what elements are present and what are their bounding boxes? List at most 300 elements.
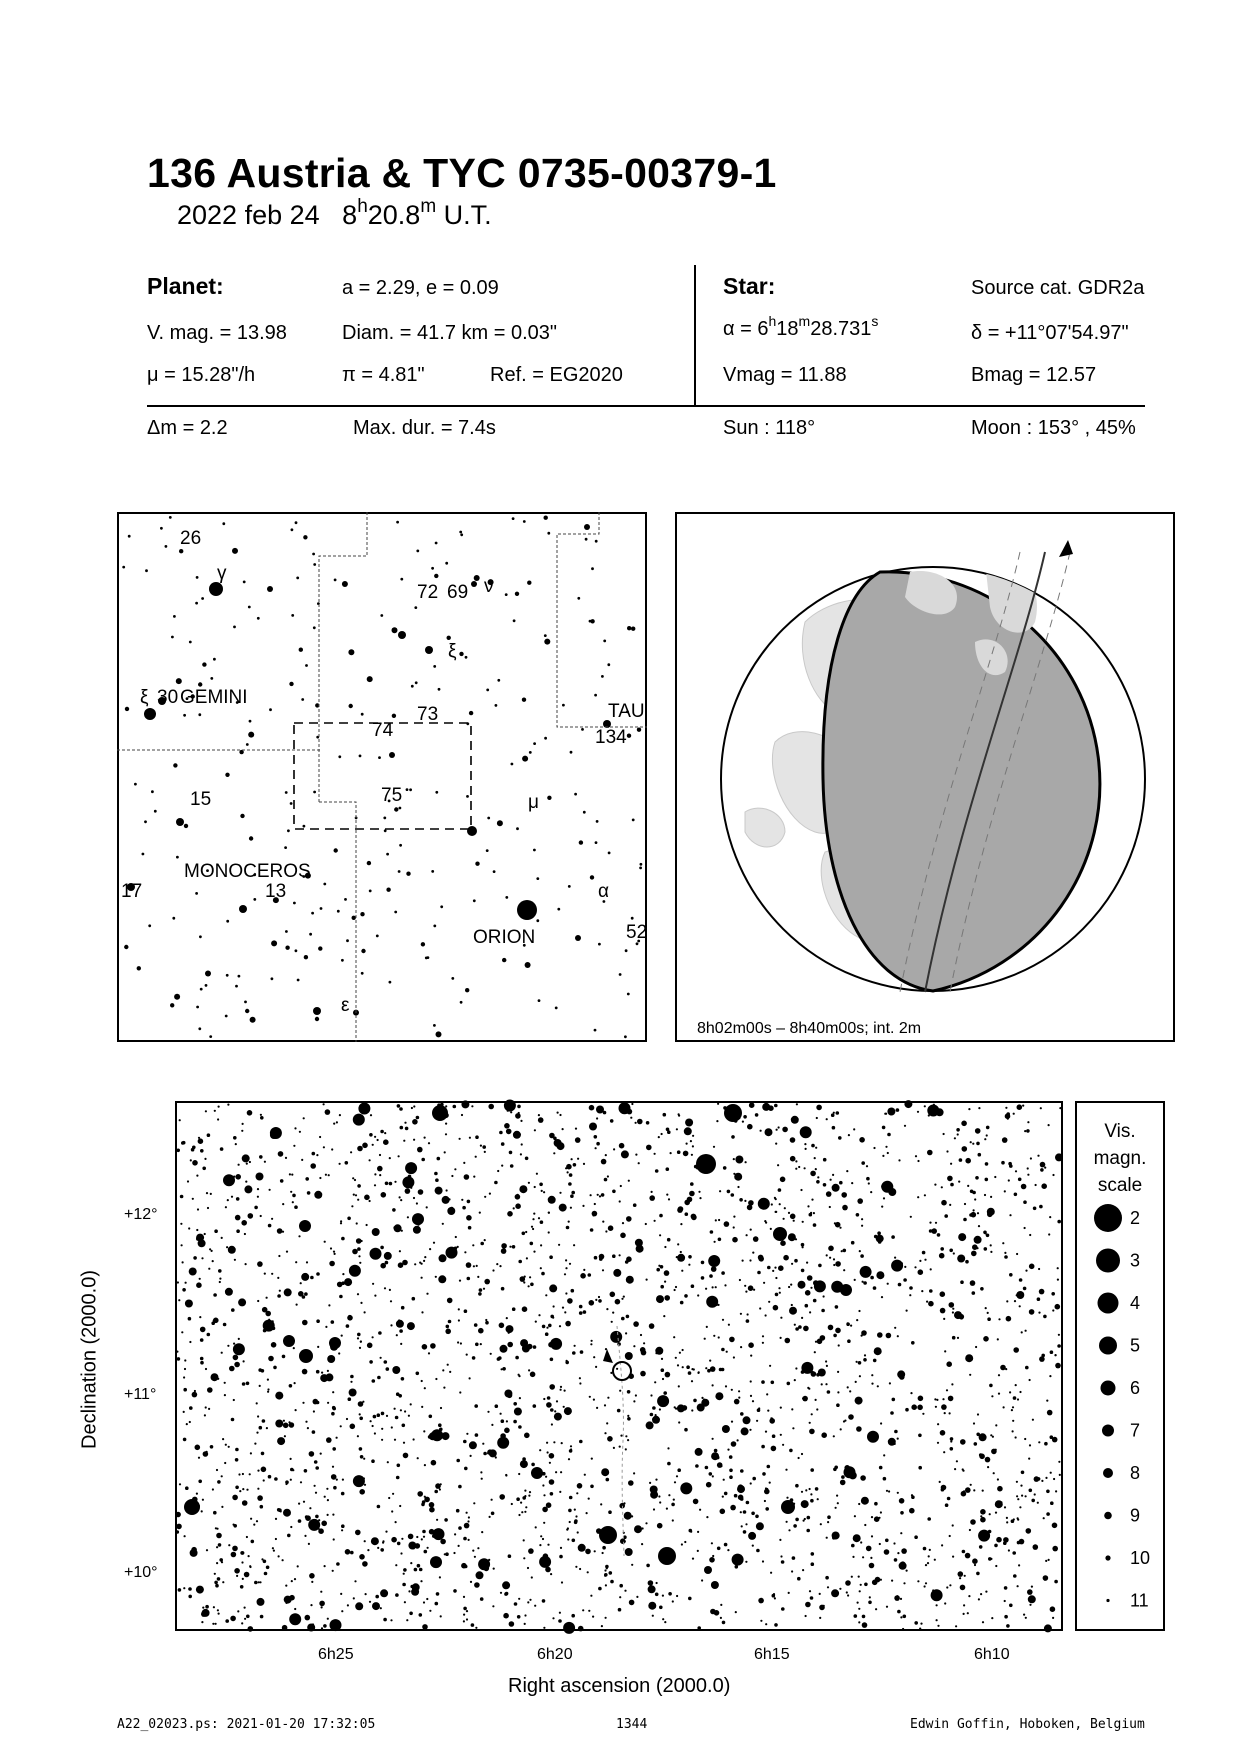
field-star xyxy=(357,1337,359,1339)
field-star xyxy=(225,1619,229,1623)
field-star xyxy=(404,1601,406,1603)
field-star xyxy=(752,1252,754,1254)
field-star xyxy=(735,1611,737,1613)
field-star xyxy=(567,1171,569,1173)
field-star xyxy=(567,1412,569,1414)
field-star xyxy=(491,1512,495,1516)
field-star xyxy=(569,1173,573,1177)
field-star xyxy=(263,1329,267,1333)
legend-value: 6 xyxy=(1130,1378,1141,1398)
field-star xyxy=(404,1122,406,1124)
field-star xyxy=(628,1180,630,1182)
field-star xyxy=(676,1595,678,1597)
field-star xyxy=(228,1544,230,1546)
field-star xyxy=(479,1288,483,1292)
field-star xyxy=(466,1215,472,1221)
field-star xyxy=(914,1535,918,1539)
field-star xyxy=(545,1567,551,1573)
field-star xyxy=(762,1472,766,1476)
finder-star xyxy=(632,819,635,822)
field-star xyxy=(811,1144,815,1148)
field-star xyxy=(1037,1297,1041,1301)
field-star xyxy=(1005,1113,1011,1119)
field-star xyxy=(399,1505,401,1507)
field-star xyxy=(743,1416,751,1424)
field-star xyxy=(631,1279,633,1281)
finder-star xyxy=(467,826,477,836)
field-star xyxy=(884,1549,890,1555)
field-star xyxy=(538,1114,540,1116)
finder-star xyxy=(287,829,290,832)
field-star xyxy=(674,1481,676,1483)
field-star xyxy=(328,1304,330,1306)
field-star xyxy=(957,1337,959,1339)
legend-dot xyxy=(1105,1555,1110,1560)
field-star xyxy=(273,1366,277,1370)
field-star xyxy=(899,1562,907,1570)
field-star xyxy=(835,1305,839,1309)
field-star xyxy=(423,1260,425,1262)
y-tick-10: +10° xyxy=(124,1564,158,1581)
field-star xyxy=(1006,1316,1012,1322)
finder-star xyxy=(334,848,338,852)
finder-star xyxy=(134,783,137,786)
finder-star xyxy=(285,791,288,794)
field-star xyxy=(529,1276,531,1278)
field-star xyxy=(838,1344,840,1346)
field-star xyxy=(769,1482,771,1484)
field-star xyxy=(294,1382,296,1384)
field-star xyxy=(429,1507,435,1513)
field-star xyxy=(464,1565,468,1569)
field-star xyxy=(625,1352,633,1360)
finder-label: ξ xyxy=(448,641,457,662)
planet-reference: Ref. = EG2020 xyxy=(490,364,623,386)
field-star xyxy=(928,1301,934,1307)
finder-star xyxy=(595,841,598,844)
field-star xyxy=(666,1167,670,1171)
field-star xyxy=(256,1520,258,1522)
field-star xyxy=(435,1276,437,1278)
field-star xyxy=(590,1343,592,1345)
field-star xyxy=(283,1423,289,1429)
field-star xyxy=(880,1579,882,1581)
field-star xyxy=(386,1415,388,1417)
field-star xyxy=(426,1206,428,1208)
finder-star xyxy=(425,646,433,654)
field-star xyxy=(964,1203,966,1205)
field-star xyxy=(780,1555,782,1557)
field-star xyxy=(1028,1458,1030,1460)
field-star xyxy=(592,1616,594,1618)
field-star xyxy=(565,1292,567,1294)
field-star xyxy=(413,1547,415,1549)
star-vmag: Vmag = 11.88 xyxy=(723,364,847,386)
field-star xyxy=(1031,1499,1035,1503)
field-star xyxy=(433,1528,445,1540)
field-star xyxy=(531,1463,535,1467)
finder-star xyxy=(639,867,642,870)
finder-star xyxy=(361,713,364,716)
field-star xyxy=(773,1305,779,1311)
field-star xyxy=(256,1402,258,1404)
field-star xyxy=(783,1255,789,1261)
field-star xyxy=(900,1532,902,1534)
field-star xyxy=(357,1435,359,1437)
field-star xyxy=(713,1146,715,1148)
direction-arrow-icon xyxy=(1059,540,1073,557)
field-star xyxy=(811,1562,815,1566)
field-star xyxy=(786,1521,788,1523)
field-star xyxy=(590,1485,594,1489)
finder-star xyxy=(529,751,532,754)
field-star xyxy=(198,1480,202,1484)
field-star xyxy=(469,1441,477,1449)
field-star xyxy=(217,1609,219,1611)
field-star xyxy=(347,1217,351,1221)
field-star xyxy=(358,1255,360,1257)
field-star xyxy=(377,1413,381,1417)
field-star xyxy=(518,1598,520,1600)
field-star xyxy=(515,1203,521,1209)
field-star xyxy=(412,1213,424,1225)
field-star xyxy=(559,1114,561,1116)
field-star xyxy=(761,1445,765,1449)
field-star xyxy=(247,1110,253,1116)
field-star xyxy=(949,1584,951,1586)
field-star xyxy=(575,1566,577,1568)
field-star xyxy=(475,1343,479,1347)
field-star xyxy=(542,1325,546,1329)
finder-star xyxy=(184,824,188,828)
field-star xyxy=(805,1304,809,1308)
field-star xyxy=(941,1200,947,1206)
field-star xyxy=(214,1581,218,1585)
field-star xyxy=(498,1356,502,1360)
field-star xyxy=(813,1223,817,1227)
field-star xyxy=(358,1401,364,1407)
field-star xyxy=(1017,1519,1019,1521)
field-star xyxy=(680,1482,692,1494)
field-star xyxy=(795,1367,797,1369)
field-star xyxy=(910,1216,912,1218)
field-star xyxy=(605,1230,607,1232)
field-star xyxy=(805,1489,807,1491)
field-star xyxy=(466,1618,468,1620)
field-star xyxy=(589,1123,597,1131)
field-star xyxy=(712,1438,714,1440)
field-star xyxy=(843,1420,845,1422)
field-star xyxy=(980,1517,986,1523)
boundary-line xyxy=(557,512,647,727)
field-star xyxy=(558,1244,560,1246)
field-star xyxy=(1048,1233,1050,1235)
field-star xyxy=(445,1123,447,1125)
finder-star xyxy=(235,985,238,988)
field-star xyxy=(909,1508,915,1514)
field-star xyxy=(646,1121,650,1125)
field-star xyxy=(662,1595,664,1597)
finder-label: 30 xyxy=(157,687,179,708)
field-star xyxy=(749,1102,755,1108)
finder-star xyxy=(352,916,356,920)
field-star xyxy=(435,1378,437,1380)
finder-star xyxy=(303,825,306,828)
field-star xyxy=(292,1201,294,1203)
field-star xyxy=(221,1237,223,1239)
field-star xyxy=(1025,1617,1027,1619)
finder-star xyxy=(296,577,299,580)
field-star xyxy=(235,1448,239,1452)
field-star xyxy=(604,1432,606,1434)
field-star xyxy=(521,1511,523,1513)
bright-star xyxy=(531,1467,543,1479)
x-tick-6h15: 6h15 xyxy=(754,1646,790,1663)
finder-star xyxy=(201,597,204,600)
finder-star xyxy=(386,853,389,856)
field-star xyxy=(949,1412,951,1414)
field-star xyxy=(640,1347,646,1353)
field-star xyxy=(466,1512,468,1514)
field-star xyxy=(856,1319,858,1321)
field-star xyxy=(734,1494,738,1498)
field-star xyxy=(435,1602,439,1606)
field-star xyxy=(960,1585,966,1591)
field-star xyxy=(697,1294,699,1296)
field-star xyxy=(834,1222,836,1224)
field-star xyxy=(582,1609,584,1611)
field-star xyxy=(929,1549,931,1551)
field-star xyxy=(1050,1472,1052,1474)
finder-star xyxy=(233,626,236,629)
field-star xyxy=(481,1478,483,1480)
field-star xyxy=(683,1151,689,1157)
field-star xyxy=(656,1582,658,1584)
field-star xyxy=(439,1576,441,1578)
field-star xyxy=(1025,1330,1027,1332)
event-timescale: U.T. xyxy=(436,200,492,230)
field-star xyxy=(1026,1129,1030,1133)
field-star xyxy=(712,1555,714,1557)
field-star xyxy=(965,1487,971,1493)
field-star xyxy=(499,1323,505,1329)
field-star xyxy=(686,1143,688,1145)
field-star xyxy=(377,1505,381,1509)
field-star xyxy=(1050,1501,1054,1505)
field-star xyxy=(973,1209,975,1211)
field-star xyxy=(223,1174,235,1186)
field-star xyxy=(692,1145,694,1147)
field-star xyxy=(635,1394,637,1396)
field-star xyxy=(468,1226,472,1230)
finder-star xyxy=(392,714,396,718)
field-star xyxy=(813,1212,815,1214)
field-star xyxy=(652,1406,656,1410)
finder-star xyxy=(249,720,252,723)
field-star xyxy=(524,1511,526,1513)
field-star xyxy=(320,1453,322,1455)
field-star xyxy=(458,1485,462,1489)
field-star xyxy=(1048,1559,1050,1561)
field-star xyxy=(421,1406,423,1408)
field-star xyxy=(332,1447,336,1451)
field-star xyxy=(241,1220,247,1226)
finder-star xyxy=(225,1015,228,1018)
field-star xyxy=(970,1484,972,1486)
field-star xyxy=(559,1555,563,1559)
field-star xyxy=(755,1113,759,1117)
field-star xyxy=(947,1176,953,1182)
field-star xyxy=(563,1622,575,1634)
field-star xyxy=(359,1417,363,1421)
bright-star xyxy=(724,1104,742,1122)
field-star xyxy=(433,1242,435,1244)
field-star xyxy=(353,1194,355,1196)
field-star xyxy=(664,1295,670,1301)
finder-label: ν xyxy=(484,576,494,597)
field-star xyxy=(729,1469,733,1473)
legend-value: 4 xyxy=(1130,1293,1141,1313)
finder-star xyxy=(533,849,536,852)
field-star xyxy=(978,1598,980,1600)
field-star xyxy=(426,1598,428,1600)
finder-star xyxy=(196,576,199,579)
field-star xyxy=(448,1320,452,1324)
field-star xyxy=(523,1281,525,1283)
field-star xyxy=(613,1447,615,1449)
field-star xyxy=(621,1298,623,1300)
field-star xyxy=(457,1341,459,1343)
field-star xyxy=(412,1119,418,1125)
finder-star xyxy=(447,636,451,640)
field-star xyxy=(436,1592,440,1596)
field-star xyxy=(464,1523,470,1529)
star-source-catalog: Source cat. GDR2a xyxy=(971,277,1145,299)
field-star xyxy=(984,1194,986,1196)
field-star xyxy=(359,1554,365,1560)
field-star xyxy=(580,1273,586,1279)
field-star xyxy=(818,1369,826,1377)
star-declination: δ = +11°07'54.97" xyxy=(971,322,1129,344)
field-star xyxy=(631,1564,633,1566)
field-star xyxy=(704,1338,706,1340)
field-star xyxy=(308,1519,320,1531)
field-star xyxy=(979,1545,983,1549)
field-star xyxy=(675,1408,677,1410)
field-star xyxy=(975,1128,981,1134)
field-star xyxy=(491,1424,493,1426)
field-star xyxy=(772,1434,776,1438)
field-star xyxy=(937,1233,941,1237)
field-star xyxy=(242,1154,250,1162)
field-star xyxy=(826,1537,828,1539)
finder-star xyxy=(574,793,577,796)
field-star xyxy=(941,1485,947,1491)
field-star xyxy=(827,1515,831,1519)
field-star xyxy=(231,1196,233,1198)
field-star xyxy=(540,1535,542,1537)
field-star xyxy=(949,1302,955,1308)
field-star xyxy=(684,1200,690,1206)
field-star xyxy=(408,1534,414,1540)
field-star xyxy=(271,1342,277,1348)
field-star xyxy=(867,1431,879,1443)
field-star xyxy=(524,1495,526,1497)
field-star xyxy=(758,1598,764,1604)
field-star xyxy=(832,1184,840,1192)
field-star xyxy=(976,1433,980,1437)
field-star xyxy=(733,1356,735,1358)
finder-label: 69 xyxy=(447,582,469,603)
field-star xyxy=(764,1500,766,1502)
field-star xyxy=(310,1163,316,1169)
finder-star xyxy=(238,975,241,978)
field-star xyxy=(340,1425,342,1427)
field-star xyxy=(627,1417,631,1421)
field-star xyxy=(593,1399,595,1401)
field-star xyxy=(410,1562,412,1564)
field-star xyxy=(1029,1264,1035,1270)
finder-star xyxy=(250,1017,256,1023)
field-star xyxy=(722,1621,726,1625)
field-star xyxy=(727,1190,731,1194)
field-star xyxy=(541,1272,545,1276)
field-star xyxy=(340,1222,342,1224)
field-star xyxy=(459,1527,461,1529)
field-star xyxy=(924,1585,926,1587)
field-star xyxy=(805,1615,807,1617)
field-star xyxy=(410,1403,412,1405)
field-star xyxy=(929,1222,931,1224)
bright-star xyxy=(599,1526,617,1544)
field-star xyxy=(886,1490,888,1492)
field-star xyxy=(263,1560,267,1564)
field-star xyxy=(346,1324,350,1328)
field-star xyxy=(570,1194,574,1198)
field-star xyxy=(215,1584,219,1588)
field-star xyxy=(657,1523,663,1529)
field-star xyxy=(726,1351,728,1353)
field-star xyxy=(804,1143,806,1145)
field-star xyxy=(802,1569,804,1571)
field-star xyxy=(660,1285,664,1289)
field-star xyxy=(440,1615,442,1617)
field-star xyxy=(424,1256,426,1258)
field-star xyxy=(941,1186,943,1188)
field-star xyxy=(375,1595,379,1599)
field-star xyxy=(620,1233,626,1239)
field-star xyxy=(805,1148,807,1150)
field-star xyxy=(277,1437,285,1445)
finder-star xyxy=(209,582,223,596)
field-star xyxy=(956,1460,958,1462)
finder-star xyxy=(257,617,260,620)
field-star xyxy=(218,1543,222,1547)
field-star xyxy=(792,1427,794,1429)
field-star xyxy=(870,1191,872,1193)
field-star xyxy=(900,1598,902,1600)
field-star xyxy=(370,1114,372,1116)
field-star xyxy=(266,1297,268,1299)
field-star xyxy=(345,1161,349,1165)
finder-label: 13 xyxy=(265,881,287,902)
field-star xyxy=(523,1539,525,1541)
field-star xyxy=(181,1244,183,1246)
field-star xyxy=(958,1181,960,1183)
field-star xyxy=(721,1348,725,1352)
field-star xyxy=(962,1146,968,1152)
field-star xyxy=(975,1346,977,1348)
